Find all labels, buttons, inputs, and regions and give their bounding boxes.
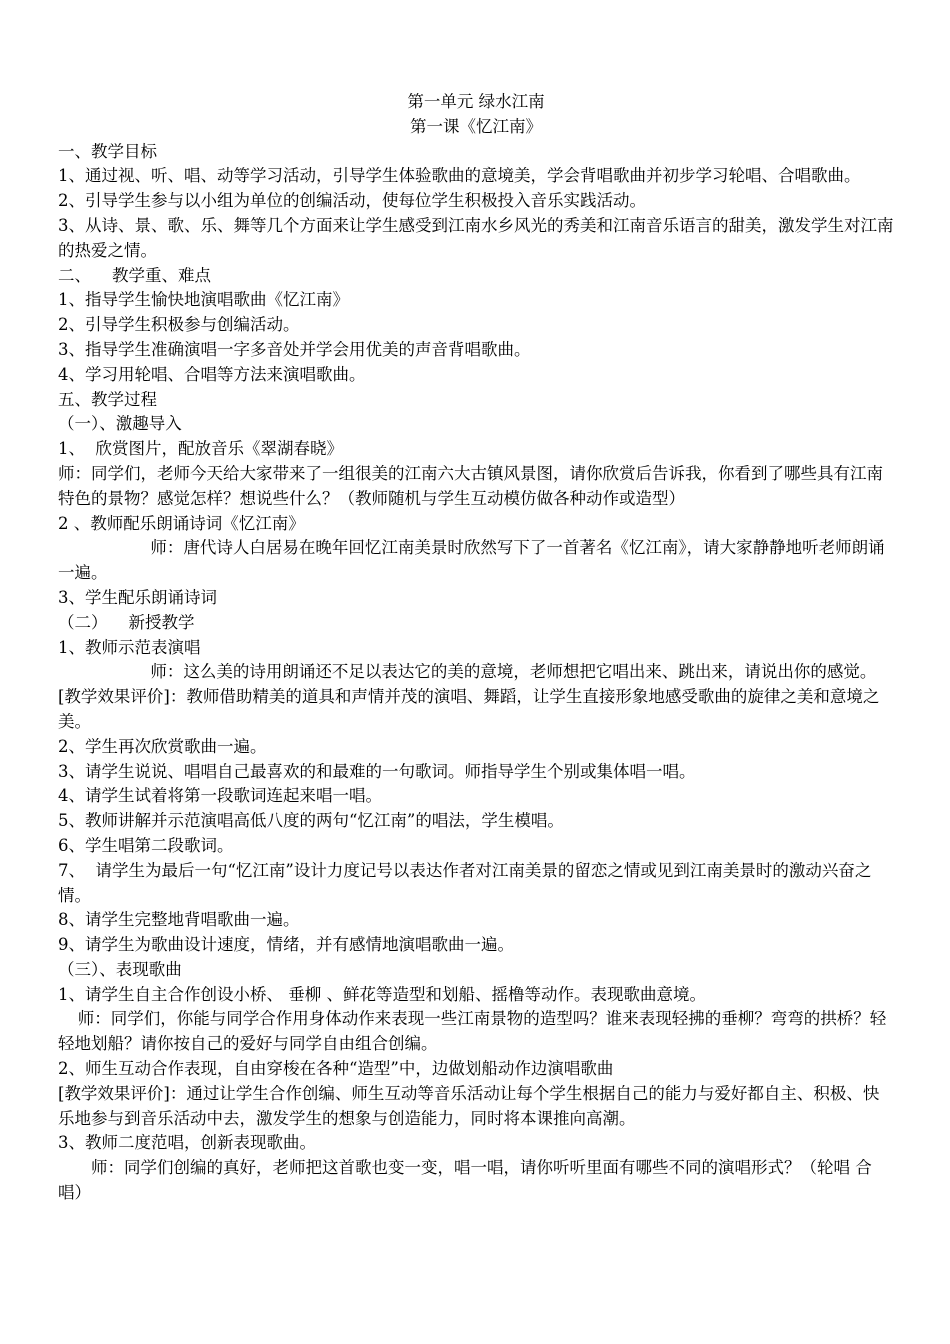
evaluation-note: [教学效果评价]：通过让学生合作创编、师生互动等音乐活动让每个学生根据自己的能力与爱好都自主、积极、快乐地参与到音乐活动中去，激发学生的想象与创造能力，同时将本课推向高潮。: [58, 1083, 880, 1128]
paragraph: 3、学生配乐朗诵诗词: [58, 587, 217, 607]
paragraph: 8、请学生完整地背唱歌曲一遍。: [58, 910, 300, 930]
paragraph: 2 、教师配乐朗诵诗词《忆江南》: [58, 513, 305, 533]
paragraph: 3、教师二度范唱，创新表现歌曲。: [58, 1133, 316, 1153]
paragraph: 1、请学生自主合作创设小桥、 垂柳 、鲜花等造型和划船、摇橹等动作。表现歌曲意境。: [58, 984, 706, 1004]
paragraph: 2、引导学生参与以小组为单位的创编活动，使每位学生积极投入音乐实践活动。: [58, 191, 646, 211]
paragraph: 2、学生再次欣赏歌曲一遍。: [58, 736, 267, 756]
lesson-title: 第一课《忆江南》: [410, 116, 542, 136]
paragraph: 5、教师讲解并示范演唱高低八度的两句“忆江南”的唱法，学生模唱。: [58, 811, 564, 831]
paragraph: 7、 请学生为最后一句“忆江南”设计力度记号以表达作者对江南美景的留恋之情或见到江南美景时的激动兴奋之情。: [58, 860, 872, 905]
paragraph: 3、从诗、景、歌、乐、舞等几个方面来让学生感受到江南水乡风光的秀美和江南音乐语言的甜美，激发学生对江南的热爱之情。: [58, 215, 894, 260]
evaluation-note: [教学效果评价]：教师借助精美的道具和声情并茂的演唱、舞蹈，让学生直接形象地感受歌曲的旋律之美和意境之美。: [58, 687, 880, 731]
paragraph: 师：同学们，老师今天给大家带来了一组很美的江南六大古镇风景图，请你欣赏后告诉我，你看到了哪些具有江南特色的景物？感觉怎样？想说些什么？（教师随机与学生互动模仿做各种动作或造型）: [58, 463, 883, 508]
subsection-heading: （一）、激趣导入: [58, 414, 182, 434]
paragraph: 1、通过视、听、唱、动等学习活动，引导学生体验歌曲的意境美，学会背唱歌曲并初步学习轮唱、合唱歌曲。: [58, 166, 861, 186]
paragraph: 师：唐代诗人白居易在晚年回忆江南美景时欣然写下了一首著名《忆江南》，请大家静静地听老师朗诵一遍。: [58, 538, 885, 583]
document-page: [58, 90, 894, 1206]
paragraph: 3、请学生说说、唱唱自己最喜欢的和最难的一句歌词。师指导学生个别或集体唱一唱。: [58, 761, 696, 781]
paragraph: 6、学生唱第二段歌词。: [58, 835, 234, 855]
paragraph: 2、引导学生积极参与创编活动。: [58, 315, 300, 335]
section-heading: 二、 教学重、难点: [58, 265, 211, 285]
paragraph: 师：这么美的诗用朗诵还不足以表达它的美的意境，老师想把它唱出来、跳出来，请说出你的感觉。: [150, 662, 877, 682]
paragraph: 4、请学生试着将第一段歌词连起来唱一唱。: [58, 786, 382, 806]
subsection-heading: （二） 新授教学: [58, 612, 195, 632]
unit-title: 第一单元 绿水江南: [407, 92, 545, 111]
section-heading: 一、教学目标: [58, 141, 157, 161]
subsection-heading: （三）、表现歌曲: [58, 959, 182, 979]
paragraph: 师：同学们创编的真好，老师把这首歌也变一变，唱一唱，请你听听里面有哪些不同的演唱形式？（轮唱 合唱）: [58, 1158, 872, 1203]
paragraph: 2、师生互动合作表现，自由穿梭在各种“造型”中，边做划船动作边演唱歌曲: [58, 1059, 614, 1079]
paragraph: 师：同学们，你能与同学合作用身体动作来表现一些江南景物的造型吗？谁来表现轻拂的垂柳？弯弯的拱桥？轻轻地划船？请你按自己的爱好与同学自由组合创编。: [58, 1009, 887, 1054]
paragraph: 1、 欣赏图片，配放音乐《翠湖春晓》: [58, 439, 343, 459]
paragraph: 1、教师示范表演唱: [58, 637, 201, 657]
section-heading: 五、教学过程: [58, 389, 157, 409]
paragraph: 4、学习用轮唱、合唱等方法来演唱歌曲。: [58, 364, 366, 384]
paragraph: 1、指导学生愉快地演唱歌曲《忆江南》: [58, 290, 349, 310]
paragraph: 9、请学生为歌曲设计速度，情绪，并有感情地演唱歌曲一遍。: [58, 935, 514, 955]
paragraph: 3、指导学生准确演唱一字多音处并学会用优美的声音背唱歌曲。: [58, 339, 531, 359]
